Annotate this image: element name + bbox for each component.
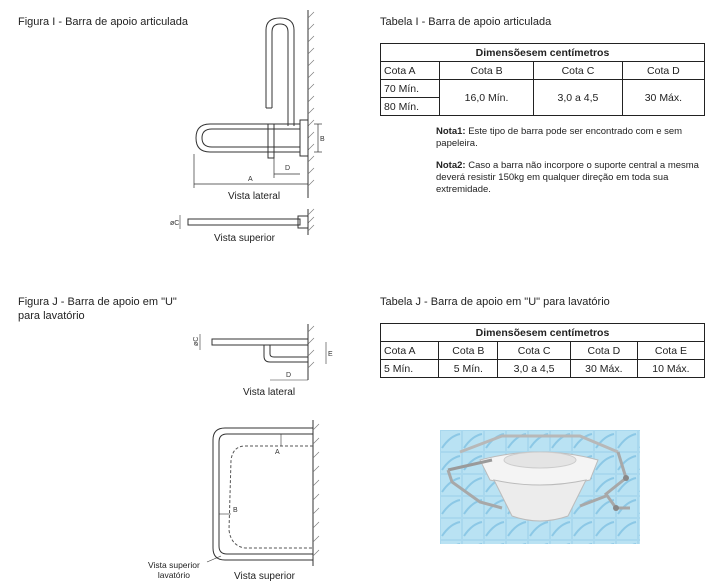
table-j-header: Dimensõesem centímetros (381, 324, 705, 342)
table-i-col-a: Cota A (381, 62, 440, 80)
fig-j-superior-label: Vista superior (234, 571, 295, 582)
fig-i-dim-c: øC (170, 220, 180, 227)
figure-i-lateral-drawing (170, 8, 330, 203)
table-j-col-a: Cota A (381, 342, 439, 360)
table-i-col-b: Cota B (440, 62, 534, 80)
figure-j-title-line1: Figura J - Barra de apoio em "U" (18, 296, 177, 308)
table-j-a-value: 5 Mín. (381, 360, 439, 378)
fig-j-dim-b: B (233, 507, 238, 514)
nota-2-text: Caso a barra não incorpore o suporte central a mesma deverá resistir 150kg em qualquer direção em toda sua extremidade. (436, 160, 699, 195)
fig-j-dim-a: A (275, 449, 280, 456)
table-i-c-value: 3,0 a 4,5 (534, 80, 623, 116)
table-i-a-value-1: 70 Mín. (381, 80, 440, 98)
nota-1-text: Este tipo de barra pode ser encontrado com e sem papeleira. (436, 126, 683, 149)
nota-2 (436, 160, 706, 196)
table-j-title: Tabela J - Barra de apoio em "U" para lavatório (380, 296, 610, 308)
table-i (380, 43, 705, 116)
sink-grab-bar-photo (440, 430, 640, 544)
table-i-title: Tabela I - Barra de apoio articulada (380, 16, 552, 28)
table-i-a-value-2: 80 Mín. (381, 98, 440, 116)
fig-j-sup-lav-label (148, 560, 200, 580)
fig-i-dim-b: B (320, 136, 325, 143)
fig-j-sup-lav-line2: lavatório (157, 570, 190, 580)
table-j-col-e: Cota E (637, 342, 704, 360)
fig-i-dim-d: D (285, 165, 291, 172)
nota-2-label: Nota2: (436, 160, 466, 171)
fig-i-dim-a: A (248, 176, 253, 183)
fig-i-lateral-label: Vista lateral (228, 191, 281, 202)
nota-1 (436, 126, 706, 150)
table-j-col-d: Cota D (570, 342, 637, 360)
table-i-col-d: Cota D (622, 62, 704, 80)
table-i-header: Dimensõesem centímetros (381, 44, 705, 62)
fig-j-dim-d: D (286, 372, 292, 379)
fig-j-lateral-label: Vista lateral (243, 387, 296, 398)
fig-j-dim-e: E (328, 351, 333, 358)
table-j-e-value: 10 Máx. (637, 360, 704, 378)
fig-j-dim-c: øC (193, 336, 200, 346)
table-j-c-value: 3,0 a 4,5 (498, 360, 570, 378)
table-j-col-c: Cota C (498, 342, 570, 360)
table-j-col-b: Cota B (439, 342, 498, 360)
figure-i-title: Figura I - Barra de apoio articulada (18, 16, 188, 28)
figure-j-lateral-drawing (190, 322, 340, 384)
table-j-d-value: 30 Máx. (570, 360, 637, 378)
figure-j-superior-drawing (195, 420, 325, 570)
table-i-col-c: Cota C (534, 62, 623, 80)
fig-j-sup-lav-line1: Vista superior (148, 560, 200, 570)
table-j (380, 323, 705, 378)
table-i-b-value: 16,0 Mín. (440, 80, 534, 116)
table-j-b-value: 5 Mín. (439, 360, 498, 378)
table-i-d-value: 30 Máx. (622, 80, 704, 116)
fig-i-superior-label: Vista superior (214, 233, 275, 244)
nota-1-label: Nota1: (436, 126, 466, 137)
figure-j-title-line2: para lavatório (18, 310, 85, 322)
